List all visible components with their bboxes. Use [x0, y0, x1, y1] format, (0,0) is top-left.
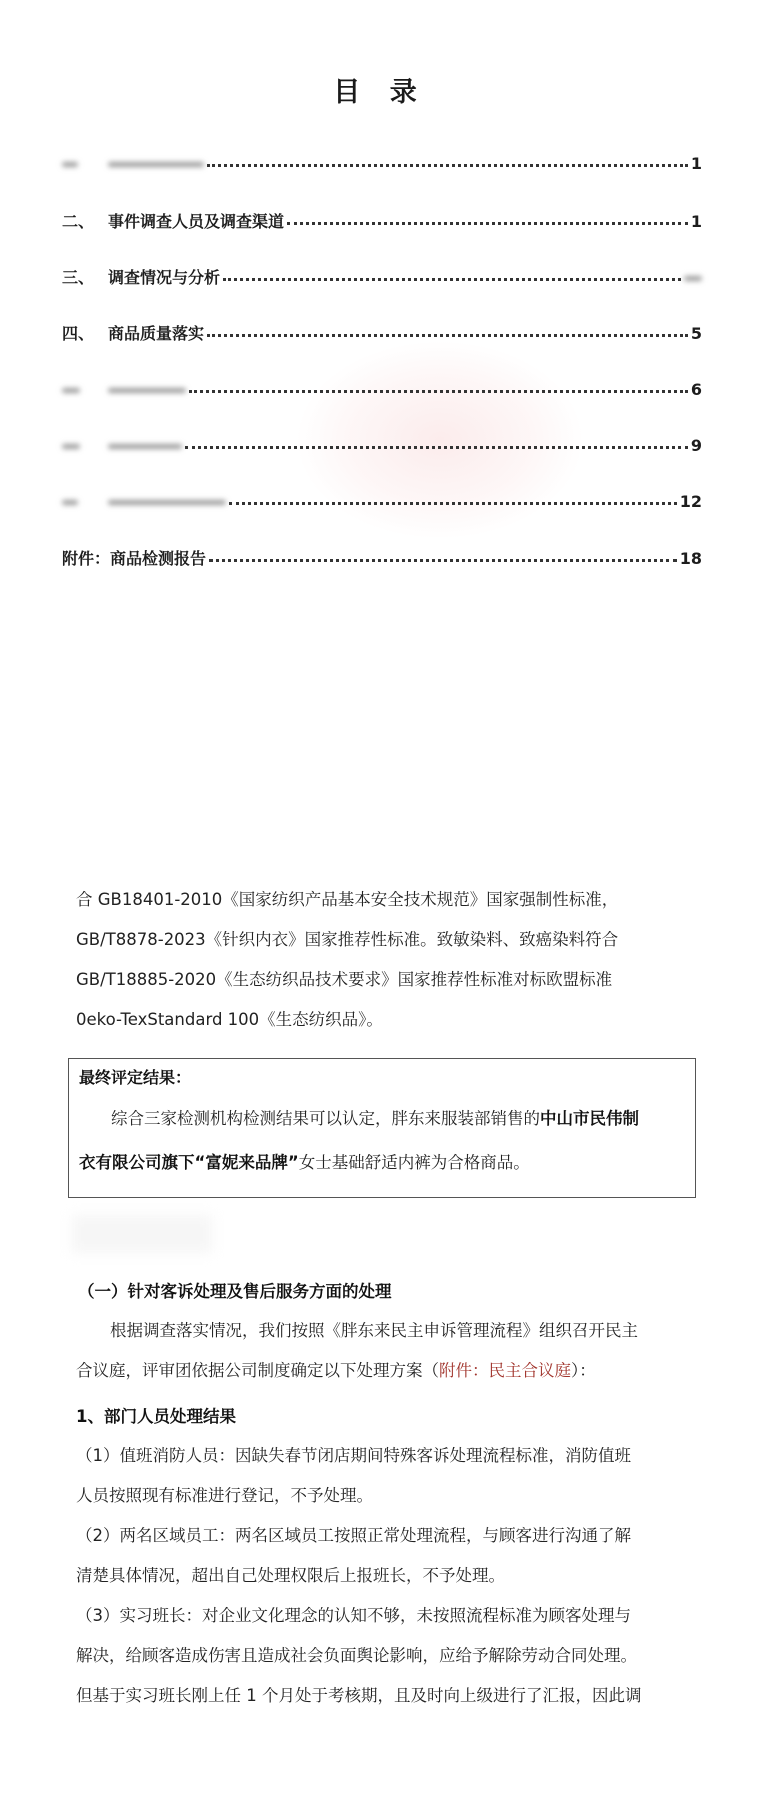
toc-entry-7[interactable] — [62, 490, 702, 520]
result-item-line-4: 清楚具体情况，超出自己处理权限后上报班长，不予处理。 — [76, 1566, 505, 1585]
final-result-box — [68, 1058, 696, 1198]
toc-entry-label: 商品质量落实 — [108, 324, 205, 343]
toc-entry-number — [62, 436, 108, 455]
toc-entry-5[interactable] — [62, 378, 702, 408]
result-item-line-2: 人员按照现有标准进行登记，不予处理。 — [76, 1486, 373, 1505]
brand-name: 衣有限公司旗下“富妮来品牌” — [79, 1153, 299, 1172]
toc-title: 目 录 — [333, 77, 427, 108]
redacted-smudge — [72, 1215, 212, 1253]
toc-entry-label-redacted — [108, 154, 204, 173]
result-item-line-1: （1）值班消防人员：因缺失春节闭店期间特殊客诉处理流程标准，消防值班 — [76, 1446, 631, 1465]
result-item-line-3: （2）两名区域员工：两名区域员工按照正常处理流程，与顾客进行沟通了解 — [76, 1526, 631, 1545]
standards-line-2: GB/T8878-2023《针织内衣》国家推荐性标准。致敏染料、致癌染料符合 — [76, 930, 619, 949]
toc-entry-number — [62, 380, 108, 399]
toc-entry-label: 附件：商品检测报告 — [62, 549, 207, 568]
toc-entry-2[interactable] — [62, 209, 702, 239]
toc-entry-label-redacted — [108, 436, 182, 455]
toc-entry-number: 二、 — [62, 212, 95, 231]
section-heading: （一）针对客诉处理及售后服务方面的处理 — [78, 1282, 392, 1301]
final-result-text: 女士基础舒适内裤为合格商品。 — [298, 1153, 530, 1172]
final-result-heading: 最终评定结果： — [79, 1068, 192, 1087]
toc-entry-number: 四、 — [62, 324, 95, 343]
toc-leader-dots — [229, 488, 677, 505]
toc-page — [0, 0, 760, 800]
standards-line-4: 0eko-TexStandard 100《生态纺织品》。 — [76, 1010, 383, 1029]
toc-entry-3[interactable] — [62, 265, 702, 295]
toc-leader-dots — [185, 432, 688, 449]
section-paragraph-line-2 — [76, 1351, 696, 1391]
toc-leader-dots — [287, 208, 688, 225]
attachment-reference[interactable]: 附件：民主合议庭 — [439, 1361, 571, 1380]
toc-entry-page-redacted — [684, 268, 702, 287]
toc-entry-number: 三、 — [62, 268, 95, 287]
toc-leader-dots — [207, 320, 688, 337]
toc-entry-page: 6 — [690, 380, 702, 399]
toc-entry-page: 12 — [679, 492, 702, 511]
section-paragraph-line-1: 根据调查落实情况，我们按照《胖东来民主申诉管理流程》组织召开民主 — [110, 1321, 638, 1340]
toc-entry-page: 1 — [690, 154, 702, 173]
final-result-line-2 — [79, 1149, 530, 1173]
toc-entry-label: 调查情况与分析 — [108, 268, 221, 287]
final-result-text: 综合三家检测机构检测结果可以认定，胖东来服装部销售的 — [111, 1109, 540, 1128]
toc-entry-6[interactable] — [62, 434, 702, 464]
toc-entry-number — [62, 154, 108, 173]
toc-entry-page: 9 — [690, 436, 702, 455]
standards-line-1: 合 GB18401-2010《国家纺织产品基本安全技术规范》国家强制性标准， — [76, 890, 619, 909]
toc-entry-label-redacted — [108, 380, 186, 399]
subsection-heading: 1、部门人员处理结果 — [76, 1407, 236, 1426]
paragraph-text: 合议庭，评审团依据公司制度确定以下处理方案（ — [76, 1361, 439, 1380]
toc-entry-page: 18 — [679, 549, 702, 568]
toc-leader-dots — [207, 150, 688, 167]
toc-entry-1[interactable] — [62, 152, 702, 182]
toc-leader-dots — [223, 264, 681, 281]
toc-entry-label-redacted — [108, 492, 226, 511]
toc-entry-8[interactable] — [62, 546, 702, 576]
result-item-line-5: （3）实习班长：对企业文化理念的认知不够，未按照流程标准为顾客处理与 — [76, 1606, 631, 1625]
result-item-line-6: 解决，给顾客造成伤害且造成社会负面舆论影响，应给予解除劳动合同处理。 — [76, 1646, 637, 1665]
standards-line-3: GB/T18885-2020《生态纺织品技术要求》国家推荐性标准对标欧盟标准 — [76, 970, 613, 989]
final-result-line-1 — [111, 1105, 639, 1129]
manufacturer-name: 中山市民伟制 — [540, 1109, 639, 1128]
toc-leader-dots — [209, 545, 677, 562]
toc-leader-dots — [189, 376, 688, 393]
toc-entry-page: 5 — [690, 324, 702, 343]
toc-entry-page: 1 — [690, 212, 702, 231]
toc-entry-number — [62, 492, 108, 511]
toc-entry-label: 事件调查人员及调查渠道 — [108, 212, 285, 231]
result-item-line-7: 但基于实习班长刚上任 1 个月处于考核期，且及时向上级进行了汇报，因此调 — [76, 1686, 642, 1705]
paragraph-text: ）： — [571, 1361, 596, 1380]
toc-entry-4[interactable] — [62, 321, 702, 351]
